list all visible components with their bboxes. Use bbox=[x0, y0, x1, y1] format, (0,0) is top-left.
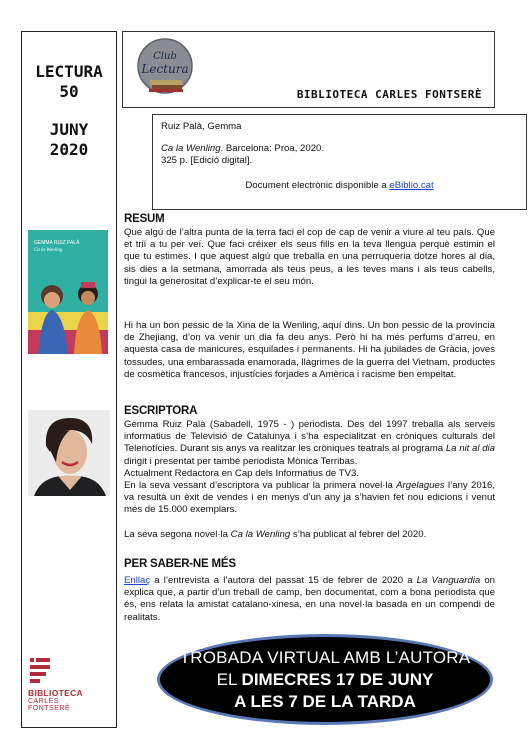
saber-text-end: on explica que, a partir d’un treball de camp, ben documentat, com a bona periodista que és, ens relata la amistat catalano-xinesa, en una novel·la basada en un compendi de realitats. bbox=[124, 575, 496, 623]
ref-available-text: Document electrònic disponible a bbox=[245, 180, 390, 191]
escriptora-p1-text: Gemma Ruiz Palà (Sabadell, 1975 - ) periodista. Des del 1997 treballa als serveis informatius de Televisió de Catalunya i s’ha especialitzat en cròniques culturals del Telenotícies. Durant sis anys va realitzar les cròniques teatrals al programa bbox=[124, 419, 495, 455]
escriptora-heading: ESCRIPTORA bbox=[124, 405, 198, 417]
club-logo-text2: Lectura bbox=[141, 62, 189, 76]
saber-text: a l’entrevista a l’autora del passat 15 de febrer de 2020 a bbox=[150, 575, 417, 586]
cover-author: GEMMA RUIZ PALÀ bbox=[34, 240, 80, 246]
sidebar-lectura: LECTURA bbox=[35, 62, 103, 81]
library-logo-name: BIBLIOTECA bbox=[28, 688, 83, 698]
sidebar-panel bbox=[21, 31, 117, 728]
event-line-2-prefix: EL bbox=[216, 670, 242, 689]
event-line-1: TROBADA VIRTUAL AMB L’AUTORA bbox=[179, 648, 471, 667]
reference-box bbox=[152, 114, 527, 210]
ref-publication: . Barcelona: Proa, 2020. bbox=[220, 143, 325, 154]
newspaper-name: La Vanguardia bbox=[416, 575, 481, 586]
resum-heading: RESUM bbox=[124, 213, 165, 225]
ref-availability bbox=[161, 180, 518, 192]
ref-publication-line bbox=[161, 143, 518, 155]
library-title: BIBLIOTECA CARLES FONTSERÈ bbox=[296, 88, 482, 101]
saber-heading: PER SABER-NE MÉS bbox=[124, 558, 236, 570]
saber-paragraph bbox=[124, 575, 495, 624]
ebiblio-link[interactable]: eBiblio.cat bbox=[389, 180, 434, 191]
library-logo bbox=[28, 656, 98, 712]
escriptora-p1-text-end: dirigit i presentat per també periodista Mònica Terribas. bbox=[124, 455, 358, 467]
header-box bbox=[122, 31, 495, 108]
ref-author: Ruiz Palà, Gemma bbox=[161, 121, 242, 132]
escriptora-p4-text: La seva segona novel·la bbox=[124, 529, 231, 540]
cover-title: Ca la Wenling bbox=[34, 248, 63, 253]
library-logo-subname: CARLES FONTSERÈ bbox=[28, 698, 71, 712]
event-date: DIMECRES 17 DE JUNY bbox=[241, 670, 434, 689]
event-time: A LES 7 DE LA TARDA bbox=[234, 692, 416, 711]
ref-pages: 325 p. [Edició digital]. bbox=[161, 155, 253, 166]
program-name: La nit al dia bbox=[445, 443, 495, 455]
novel-argelagues: Argelagues bbox=[396, 480, 445, 491]
event-banner bbox=[157, 634, 493, 725]
escriptora-p3-text-end: l’any 2016, va resultà un èxit de vendes i en menys d’un any ja s’havien fet nou edicions i venut més de 15.000 exemplars. bbox=[124, 480, 495, 516]
club-logo-text1: Club bbox=[153, 51, 177, 62]
author-photo bbox=[28, 410, 110, 496]
event-line-2 bbox=[160, 670, 490, 690]
escriptora-p4-text-end: s’ha publicat al febrer del 2020. bbox=[290, 529, 427, 540]
escriptora-paragraph-1 bbox=[124, 419, 495, 468]
sidebar-month: JUNY bbox=[49, 120, 89, 139]
interview-link[interactable]: Enllaç bbox=[124, 575, 151, 586]
resum-paragraph-2: Hi ha un bon pessic de la Xina de la Wenling, aquí dins. Un bon pessic de la província de Zhejiang, d’on va venir un dia fa deu anys. Però hi ha més perfums d’arreu, en aquesta casa de manicures, esquilades i permanents. Hi ha jubilades de Gràcia, joves tossudes, una embarassada enamorada, llàgrimes de la guerra del Vietnam, productes de cosmètica francesos, injustícies forjades a Amèrica i racisme ben empeltat. bbox=[124, 320, 495, 380]
book-cover-image bbox=[28, 230, 108, 354]
resum-paragraph-1: Que algú de l’altra punta de la terra faci el cop de cap de venir a viure al teu país. Que et triï a tu per veí. Que faci créixer els seus fills en la teva llengua perquè estimin el que tu estimes. I que aquest algú que treballa en una perruqueria dotze hores al dia, sis dies a la setmana, amorrada als teus peus, a les teves mans i als teus cabells, tingui la generositat d’explicar-te el seu món. bbox=[124, 227, 495, 287]
novel-ca-la-wenling: Ca la Wenling bbox=[230, 529, 291, 540]
escriptora-p3-text: En la seva vessant d’escriptora va publicar la primera novel·la bbox=[124, 480, 397, 491]
escriptora-paragraph-3 bbox=[124, 480, 495, 517]
library-logo-icon bbox=[28, 656, 54, 684]
escriptora-paragraph-2: Actualment Redactora en Cap dels Informatius de TV3. bbox=[124, 468, 359, 479]
ref-title: Ca la Wenling bbox=[161, 143, 221, 154]
sidebar-number: 50 bbox=[59, 82, 79, 101]
sidebar-year: 2020 bbox=[49, 140, 89, 159]
escriptora-paragraph-4 bbox=[124, 529, 495, 541]
club-lectura-logo bbox=[136, 37, 194, 97]
